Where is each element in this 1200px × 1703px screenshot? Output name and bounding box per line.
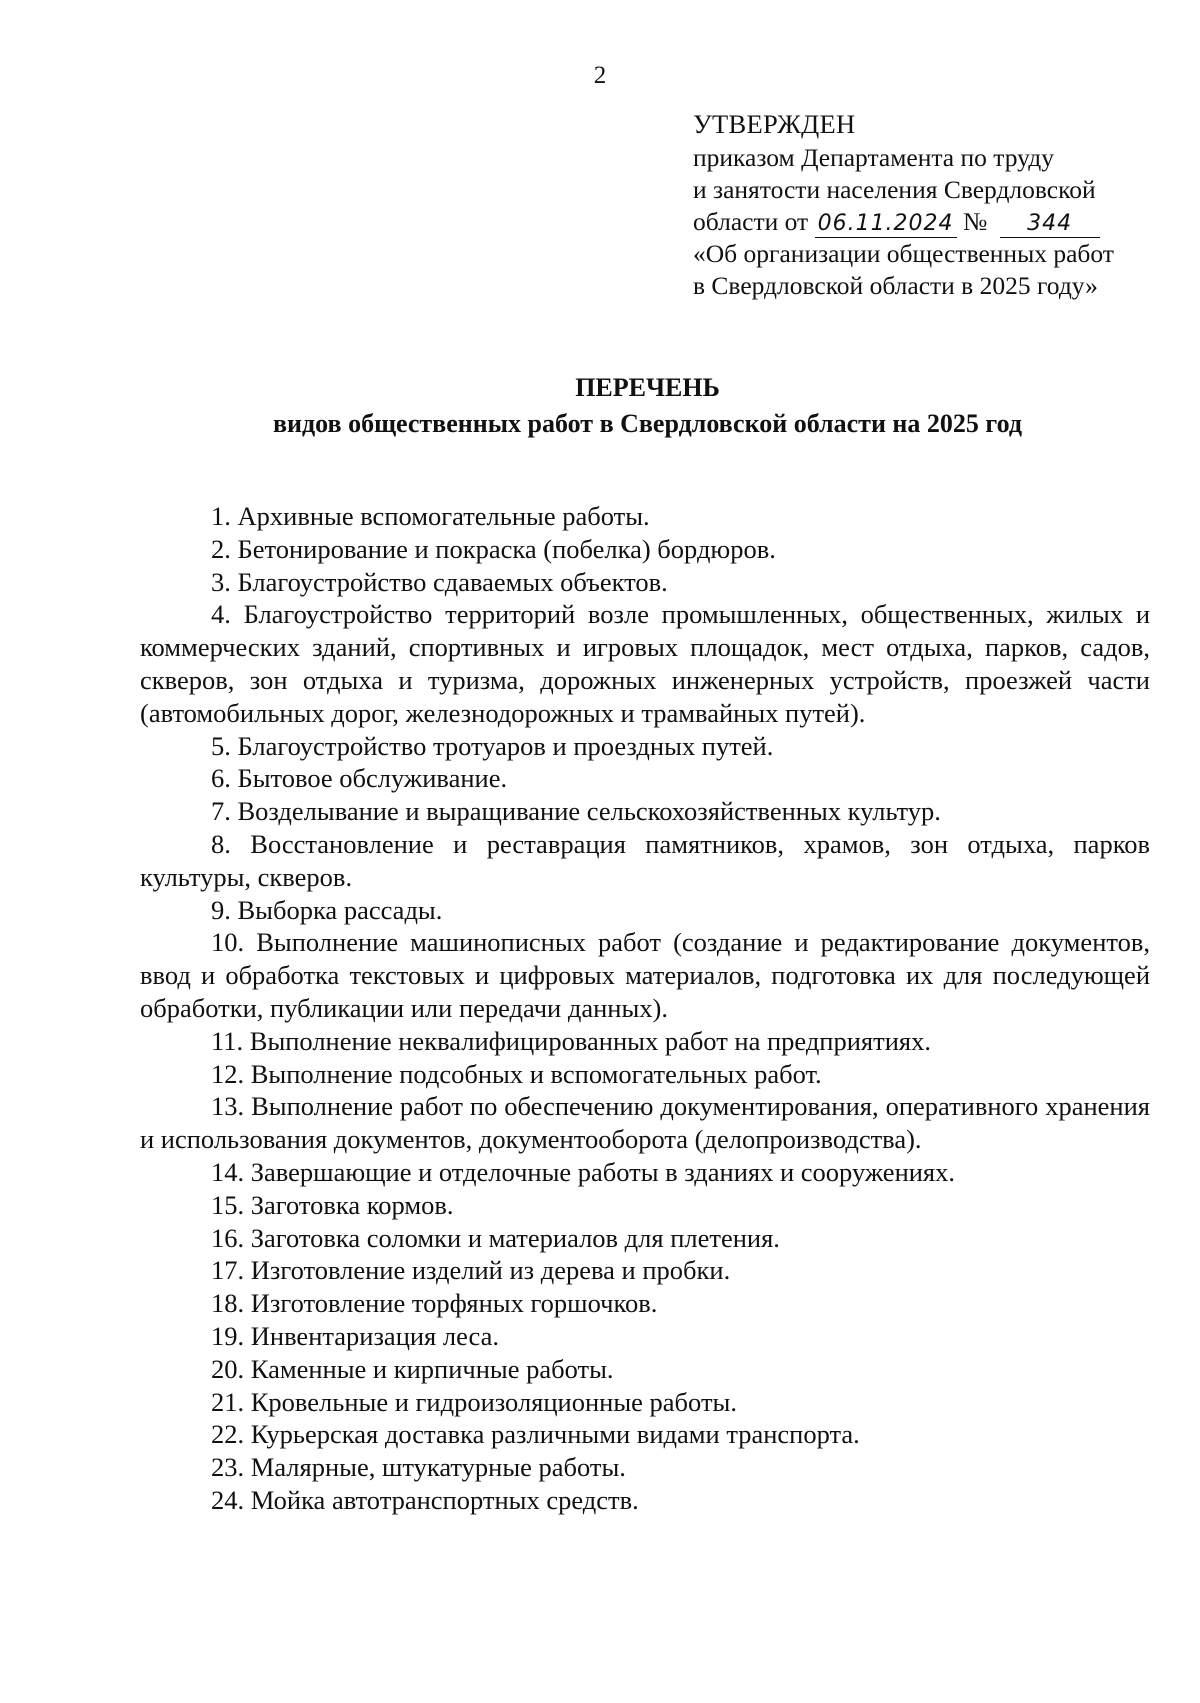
list-item: 21. Кровельные и гидроизоляционные работы. [211, 1386, 737, 1417]
approval-line-5: в Свердловской области в 2025 году» [693, 271, 1098, 300]
document-heading [0, 370, 1200, 442]
list-item: 3. Благоустройство сдаваемых объектов. [211, 566, 668, 597]
list-item: 11. Выполнение неквалифицированных работ на предприятиях. [211, 1025, 931, 1056]
list-item: 6. Бытовое обслуживание. [211, 763, 508, 794]
handwritten-date: 06.11.2024 [815, 211, 957, 238]
list-item: 18. Изготовление торфяных горшочков. [211, 1288, 658, 1319]
handwritten-order-number: 344 [1000, 211, 1100, 238]
approval-line-3 [693, 206, 1173, 238]
list-item: 13. Выполнение работ по обеспечению документирования, оперативного хранения и использования документов, документооборота (делопроизводства). [140, 1091, 1150, 1155]
approval-date-prefix: области от [693, 207, 809, 236]
list-item: 17. Изготовление изделий из дерева и пробки. [211, 1255, 731, 1286]
work-types-list [140, 500, 1150, 1517]
list-item: 20. Каменные и кирпичные работы. [211, 1353, 614, 1384]
approval-line-1: приказом Департамента по труду [693, 143, 1054, 172]
list-item: 2. Бетонирование и покраска (побелка) бордюров. [211, 533, 776, 564]
heading-subtitle: видов общественных работ в Свердловской области на 2025 год [273, 409, 1022, 438]
list-item: 4. Благоустройство территорий возле промышленных, общественных, жилых и коммерческих зданий, спортивных и игровых площадок, мест отдыха, парков, садов, скверов, зон отдыха и туризма, дорожных инженерных устройств, проезжей части (автомобильных дорог, железнодорожных и трамвайных путей). [140, 599, 1150, 728]
list-item: 23. Малярные, штукатурные работы. [211, 1452, 626, 1483]
approval-block [693, 108, 1173, 302]
list-item: 7. Возделывание и выращивание сельскохозяйственных культур. [211, 796, 941, 827]
list-item: 8. Восстановление и реставрация памятников, храмов, зон отдыха, парков культуры, скверов. [140, 828, 1150, 892]
number-sign: № [962, 207, 988, 236]
approval-title: УТВЕРЖДЕН [693, 109, 856, 139]
list-item: 12. Выполнение подсобных и вспомогательных работ. [211, 1058, 822, 1089]
approval-line-2: и занятости населения Свердловской [693, 175, 1096, 204]
list-item: 10. Выполнение машинописных работ (создание и редактирование документов, ввод и обработка текстовых и цифровых материалов, подготовка их для последующей обработки, публикации или передачи данных). [140, 927, 1150, 1023]
page-number: 2 [593, 62, 607, 89]
approval-line-4: «Об организации общественных работ [693, 239, 1114, 268]
list-item: 22. Курьерская доставка различными видами транспорта. [211, 1419, 860, 1450]
list-item: 5. Благоустройство тротуаров и проездных путей. [211, 730, 774, 761]
list-item: 1. Архивные вспомогательные работы. [211, 501, 650, 531]
list-item: 24. Мойка автотранспортных средств. [211, 1484, 639, 1515]
list-item: 15. Заготовка кормов. [211, 1189, 454, 1220]
list-item: 14. Завершающие и отделочные работы в зданиях и сооружениях. [211, 1156, 955, 1187]
list-item: 19. Инвентаризация леса. [211, 1320, 499, 1351]
list-item: 16. Заготовка соломки и материалов для плетения. [211, 1222, 780, 1253]
heading-title: ПЕРЕЧЕНЬ [575, 373, 720, 402]
list-item: 9. Выборка рассады. [211, 894, 443, 925]
